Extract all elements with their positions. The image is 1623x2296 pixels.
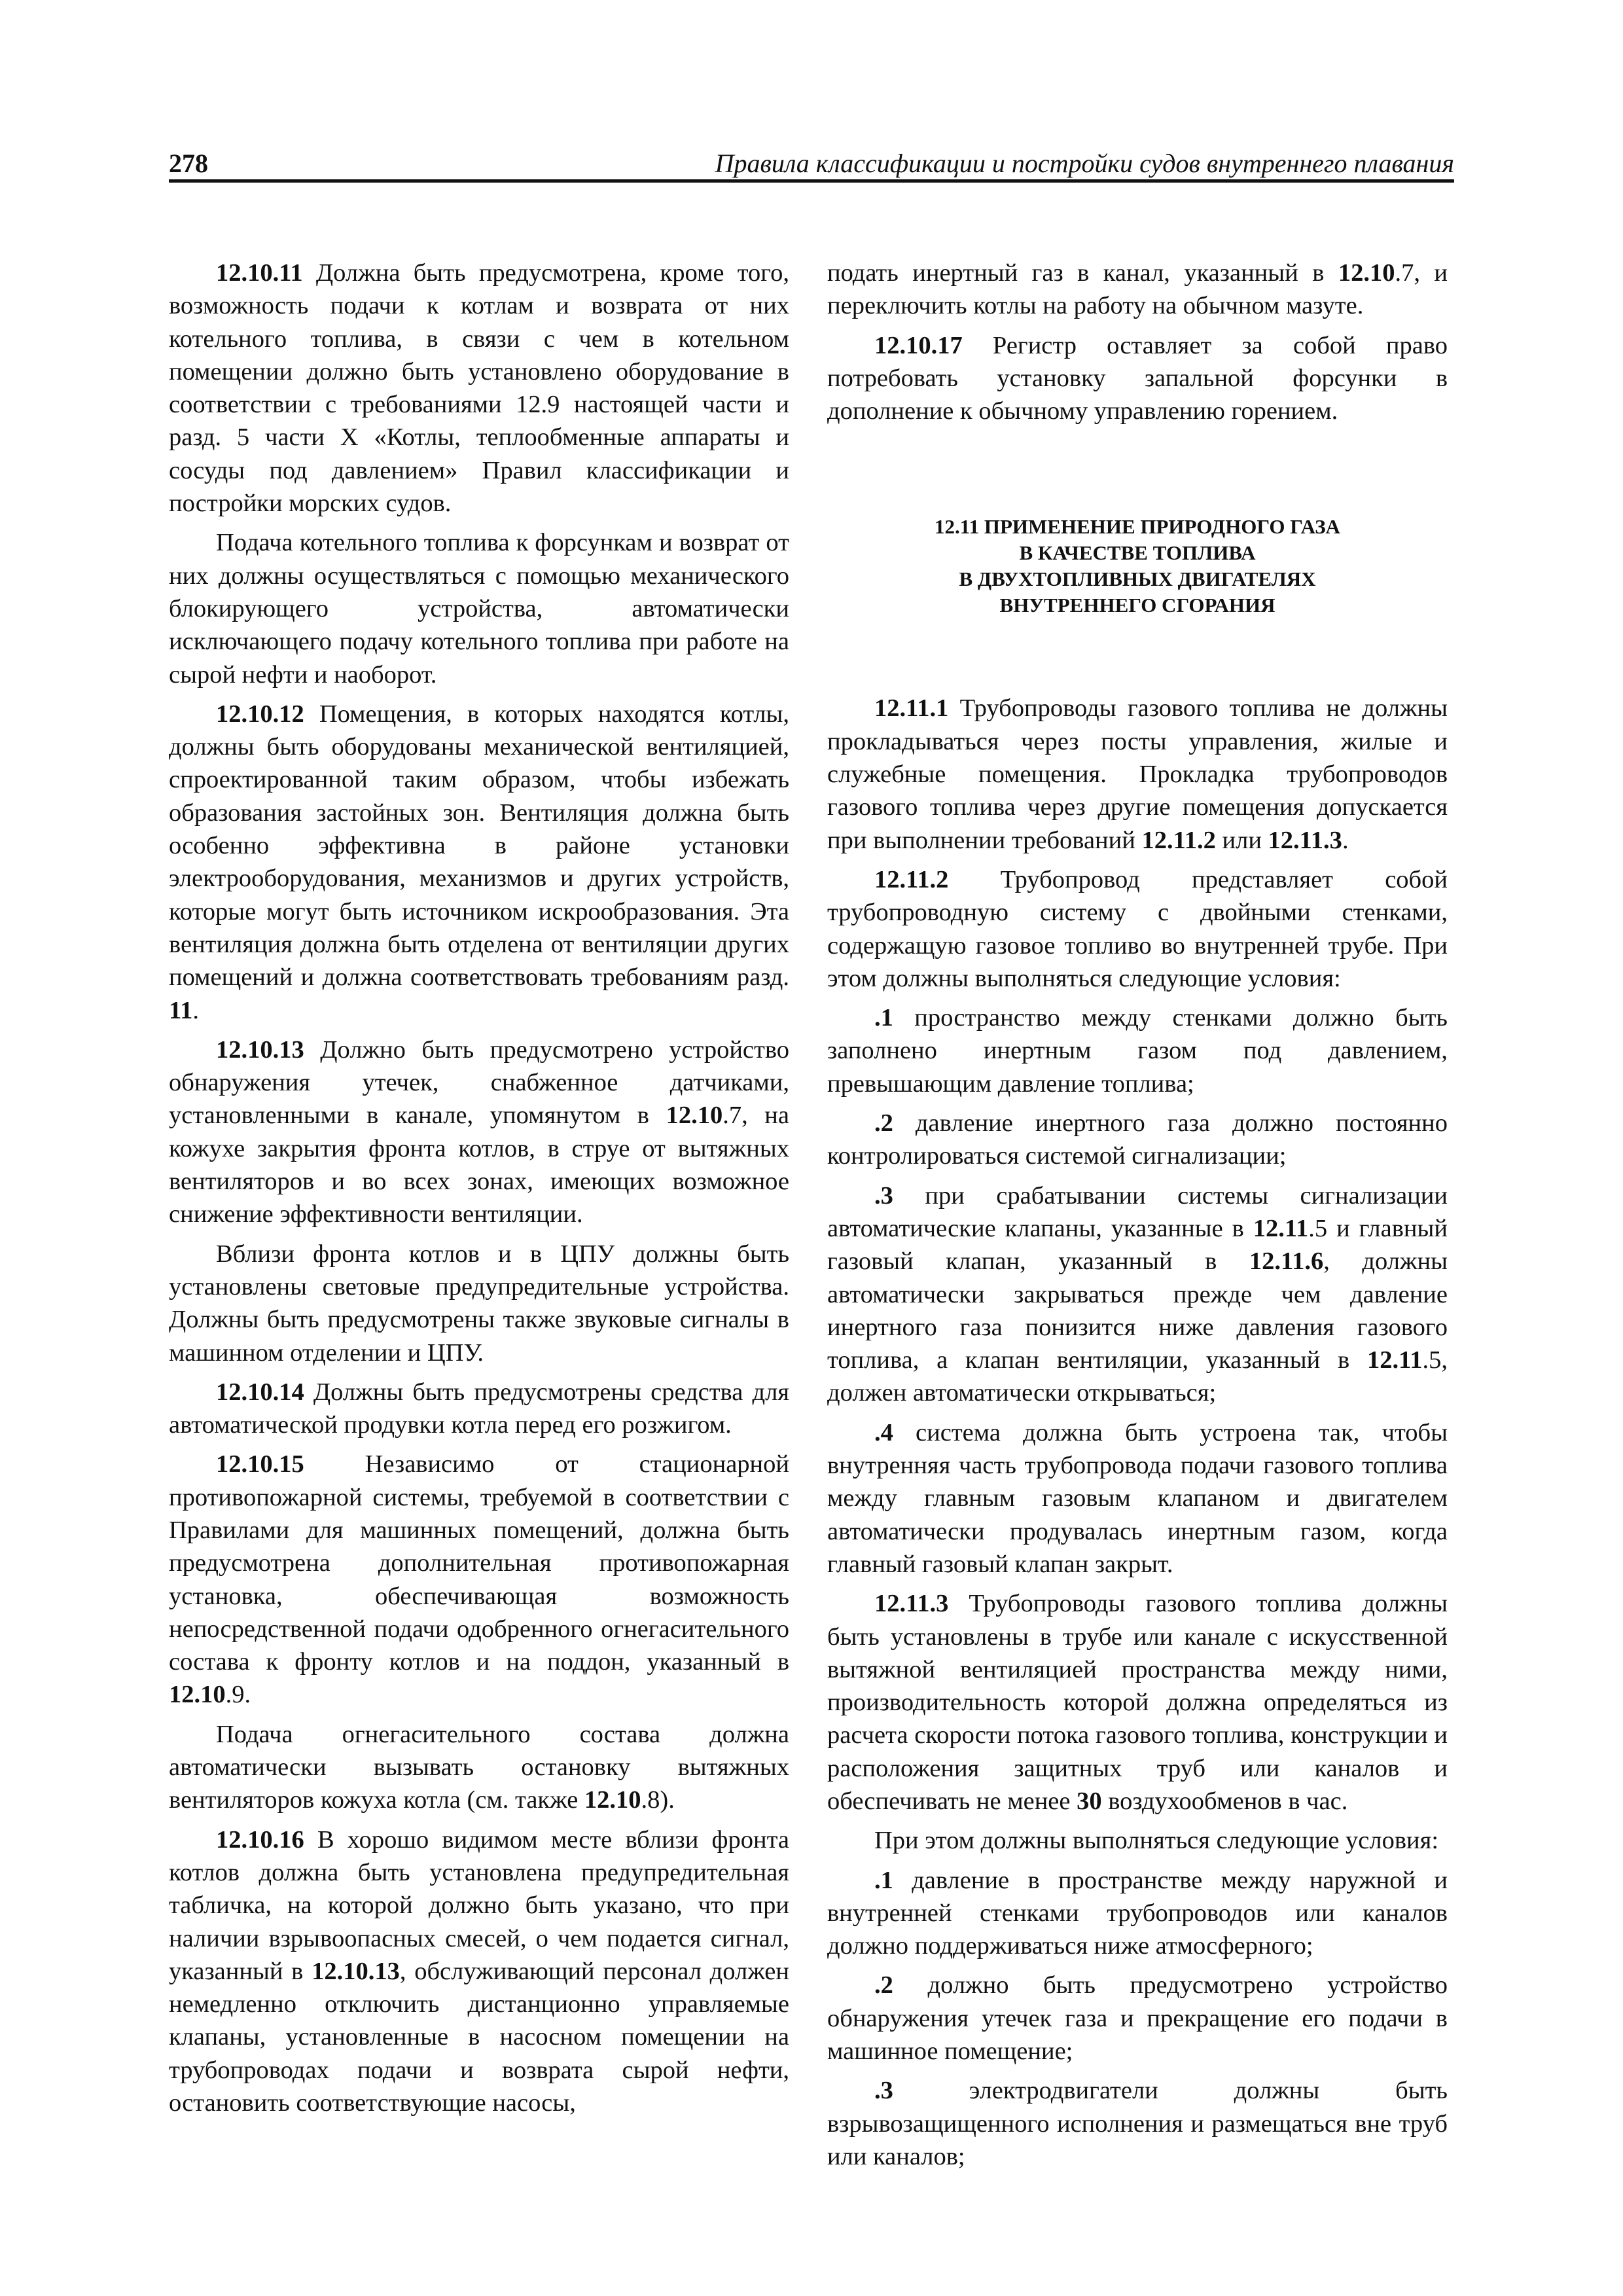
item-number: .2 — [874, 1971, 893, 2000]
paragraph — [169, 1718, 789, 1817]
paragraph-text: Помещения, в которых находятся котлы, должны быть оборудованы механической вентиляцией, спроектированной таким образом, чтобы избежать образования застойных зон. Вентиляция должна быть особенно эффективна в районе установки электрооборудования, механизмов и других устройств, которые могут быть источником искрообразования. Эта вентиляция должна быть отделена от вентиляции других помещений и должна соответствовать требованиям разд. — [169, 700, 789, 992]
clause-number: 12.11.2 — [874, 865, 949, 893]
clause-number: 12.10.15 — [216, 1450, 304, 1479]
paragraph-text: Подача котельного топлива к форсункам и возврат от них должны осуществляться с помощью механического блокирующего устройства, автоматически исключающего подачу котельного топлива при работе на сырой нефти и наоборот. — [169, 529, 789, 689]
paragraph-text: При этом должны выполняться следующие условия: — [874, 1827, 1439, 1855]
paragraph-12-10-15 — [169, 1448, 789, 1711]
item-number: .4 — [874, 1418, 893, 1446]
paragraph-text: электродвигатели должны быть взрывозащищенного исполнения и размещаться вне труб или каналов; — [827, 2077, 1448, 2170]
clause-number: 12.10.11 — [216, 259, 303, 287]
paragraph-text: .5, должен автоматически открываться; — [827, 1346, 1448, 1407]
paragraph-12-11-1 — [827, 692, 1448, 856]
paragraph-text: , должны автоматически закрываться прежде чем давление инертного газа понизится ниже давления газового топлива, а клапан вентиляции, указанный в — [827, 1247, 1448, 1374]
heading-line: В ДВУХТОПЛИВНЫХ ДВИГАТЕЛЯХ — [959, 567, 1316, 591]
cross-reference: 12.11.6 — [1249, 1247, 1324, 1276]
cross-reference: 12.11.3 — [1268, 826, 1342, 854]
clause-number: 12.11.3 — [874, 1590, 949, 1618]
heading-line: ВНУТРЕННЕГО СГОРАНИЯ — [999, 594, 1275, 617]
paragraph-text: должно быть предусмотрено устройство обнаружения утечек газа и прекращение его подачи в машинное помещение; — [827, 1971, 1448, 2066]
paragraph-text: .8). — [641, 1786, 675, 1814]
paragraph-text: .7, на кожухе закрытия фронта котлов, в струе от вытяжных вентиляторов и во всех зонах, имеющих возможное снижение эффективности вентиляции. — [169, 1102, 789, 1229]
item-number: .1 — [874, 1004, 893, 1032]
clause-number: 12.10.16 — [216, 1825, 304, 1854]
cross-reference: 12.10 — [666, 1102, 723, 1130]
page-number: 278 — [169, 149, 208, 178]
list-item — [827, 1001, 1448, 1100]
clause-number: 12.11.1 — [874, 694, 949, 723]
paragraph-text: система должна быть устроена так, чтобы внутренняя часть трубопровода подачи газового топлива между главным газовым клапаном и двигателем автоматически продувалась инертным газом, когда главный газовый клапан закрыт. — [827, 1418, 1448, 1578]
paragraph-text: воздухообменов в час. — [1101, 1787, 1348, 1815]
paragraph-12-10-13 — [169, 1033, 789, 1231]
paragraph — [169, 1238, 789, 1369]
item-number: .3 — [874, 2077, 893, 2105]
paragraph-text: давление в пространстве между наружной и внутренней стенками трубопроводов или каналов должно поддерживаться ниже атмосферного; — [827, 1866, 1448, 1960]
paragraph-text: .5 и главный газовый клапан, указанный в — [827, 1214, 1448, 1276]
paragraph — [169, 526, 789, 691]
paragraph-text: Независимо от стационарной противопожарной системы, требуемой в соответствии с Правилами для машинных помещений, должна быть предусмотрена дополнительная противопожарная установка, обеспечивающая возможность непосредственной подачи одобренного огнегасительного состава к фронту котлов и на поддон, указанный в — [169, 1450, 789, 1676]
running-title: Правила классификации и постройки судов внутреннего плавания — [715, 149, 1454, 178]
paragraph-text: Должно быть предусмотрено устройство обнаружения утечек, снабженное датчиками, установленными в канале, упомянутом в — [169, 1035, 789, 1130]
paragraph-text: пространство между стенками должно быть заполнено инертным газом под давлением, превышающим давление топлива; — [827, 1004, 1448, 1098]
paragraph-12-11-3 — [827, 1587, 1448, 1818]
list-item — [827, 2074, 1448, 2173]
paragraph-12-10-11 — [169, 257, 789, 520]
paragraph-text: В хорошо видимом месте вблизи фронта котлов должна быть установлена предупредительная табличка, на которой должно быть указано, что при наличии взрывоопасных смесей, о чем подается сигнал, указанный в — [169, 1825, 789, 1985]
paragraph — [827, 1824, 1448, 1857]
clause-number: 12.10.13 — [216, 1035, 304, 1064]
paragraph-text: . — [1342, 826, 1349, 854]
paragraph-text: при срабатывании системы сигнализации автоматические клапаны, указанные в — [827, 1181, 1448, 1242]
heading-line: В КАЧЕСТВЕ ТОПЛИВА — [1019, 541, 1256, 565]
paragraph-text: или — [1215, 826, 1268, 854]
paragraph-text: Трубопроводы газового топлива не должны прокладываться через посты управления, жилые и служебные помещения. Прокладка трубопроводов газового топлива через другие помещения допускается при выполнении требований — [827, 694, 1448, 854]
clause-number: 12.10.17 — [874, 331, 963, 359]
cross-reference: 12.10 — [584, 1786, 641, 1814]
item-number: .3 — [874, 1181, 893, 1210]
right-column — [827, 257, 1448, 2179]
cross-reference: 30 — [1077, 1787, 1102, 1815]
clause-number: 12.10.14 — [216, 1378, 304, 1406]
list-item — [827, 1416, 1448, 1581]
cross-reference: 12.10 — [1338, 259, 1395, 287]
section-heading-12-11 — [827, 514, 1448, 619]
paragraph-text: давление инертного газа должно постоянно контролироваться системой сигнализации; — [827, 1109, 1448, 1170]
paragraph-12-10-16 — [169, 1823, 789, 2120]
cross-reference: 12.10.13 — [312, 1957, 400, 1985]
paragraph-text: Трубопроводы газового топлива должны быть установлены в трубе или канале с искусственной вытяжной вентиляцией пространства между ними, производительность которой должна определяться из расчета скорости потока газового топлива, конструкции и расположения защитных труб или каналов и обеспечивать не менее — [827, 1590, 1448, 1815]
paragraph-text: Подача огнегасительного состава должна автоматически вызывать остановку вытяжных вентиляторов кожуха котла (см. также — [169, 1720, 789, 1814]
paragraph-12-10-14 — [169, 1376, 789, 1442]
paragraph-text: , обслуживающий персонал должен немедленно отключить дистанционно управляемые клапаны, установленные в насосном помещении на трубопроводах подачи и возврата сырой нефти, остановить соответствующие насосы, — [169, 1957, 789, 2117]
list-item — [827, 1969, 1448, 2068]
paragraph-text: Вблизи фронта котлов и в ЦПУ должны быть установлены световые предупредительные устройства. Должны быть предусмотрены также звуковые сигналы в машинном отделении и ЦПУ. — [169, 1240, 789, 1367]
cross-reference: 12.11.2 — [1141, 826, 1216, 854]
paragraph-text: Должна быть предусмотрена, кроме того, возможность подачи к котлам и возврата от них котельного топлива, в связи с чем в котельном помещении должно быть установлено оборудование в соответствии с требованиями 12.9 настоящей части и разд. 5 части X «Котлы, теплообменные аппараты и сосуды под давлением» Правил классификации и постройки морских судов. — [169, 259, 789, 518]
paragraph-text: Трубопровод представляет собой трубопроводную систему с двойными стенками, содержащую газовое топливо во внутренней трубе. При этом должны выполняться следующие условия: — [827, 865, 1448, 992]
header-rule — [169, 179, 1454, 183]
paragraph-text: . — [192, 996, 200, 1024]
paragraph-text: Регистр оставляет за собой право потребовать установку запальной форсунки в дополнение к обычному управлению горением. — [827, 331, 1448, 425]
list-item — [827, 1864, 1448, 1963]
heading-line: 12.11 ПРИМЕНЕНИЕ ПРИРОДНОГО ГАЗА — [935, 515, 1340, 539]
paragraph-12-10-17 — [827, 329, 1448, 428]
paragraph-text: подать инертный газ в канал, указанный в — [827, 259, 1338, 287]
spacer — [827, 434, 1448, 514]
paragraph-text: Должны быть предусмотрены средства для автоматической продувки котла перед его розжигом. — [169, 1378, 789, 1439]
cross-reference: 12.10 — [169, 1681, 226, 1709]
item-number: .1 — [874, 1866, 893, 1894]
cross-reference: 12.11 — [1253, 1214, 1309, 1242]
cross-reference: 11 — [169, 996, 193, 1024]
clause-number: 12.10.12 — [216, 700, 304, 728]
paragraph-text: .9. — [225, 1681, 251, 1709]
list-item — [827, 1179, 1448, 1410]
paragraph-continued — [827, 257, 1448, 323]
cross-reference: 12.11 — [1366, 1346, 1423, 1374]
paragraph-text: .7, и переключить котлы на работу на обычном мазуте. — [827, 259, 1448, 320]
list-item — [827, 1107, 1448, 1173]
paragraph-12-10-12 — [169, 698, 789, 1027]
item-number: .2 — [874, 1109, 893, 1138]
paragraph-12-11-2 — [827, 863, 1448, 995]
left-column — [169, 257, 789, 2126]
